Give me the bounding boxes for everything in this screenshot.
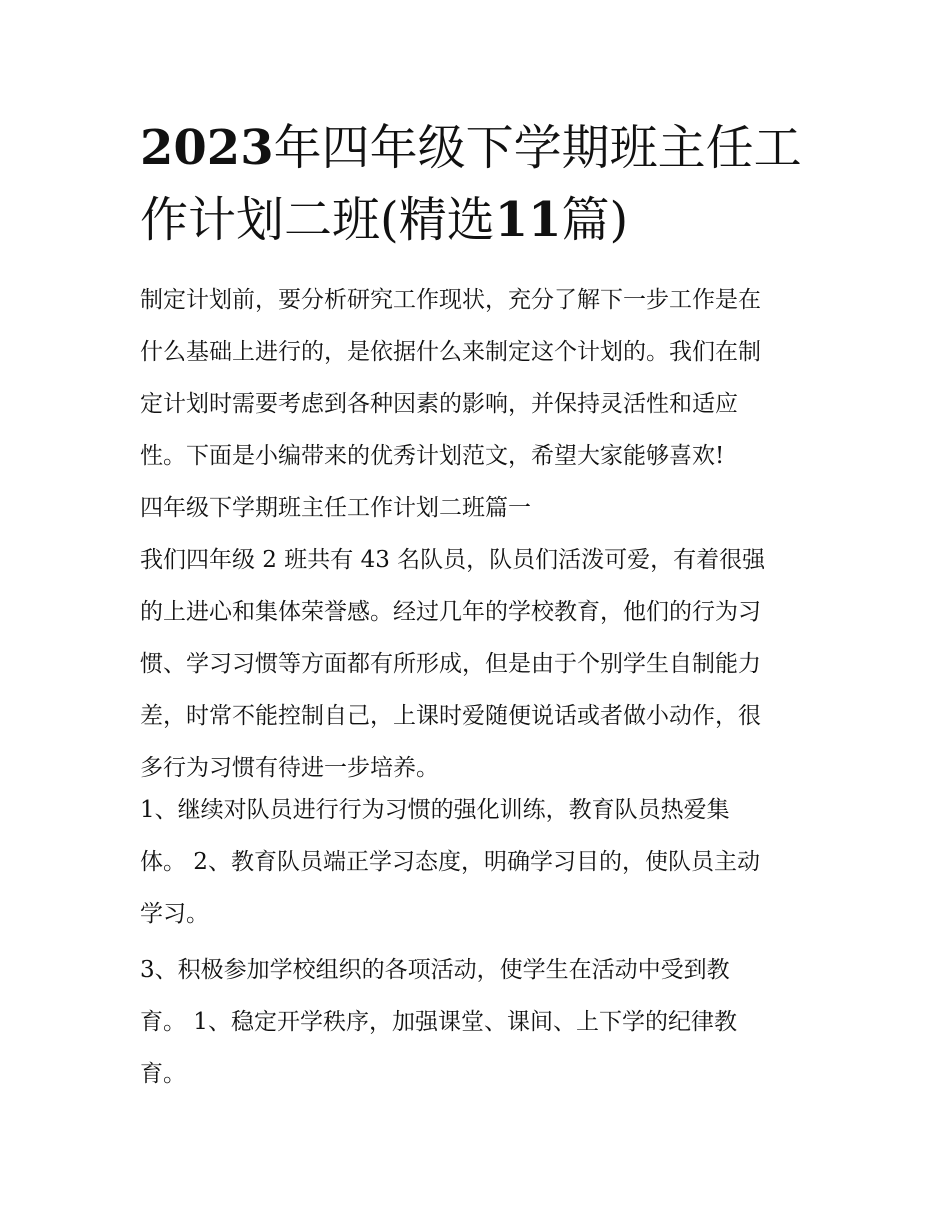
paragraph-line: 的上进心和集体荣誉感。经过几年的学校教育，他们的行为习	[140, 599, 761, 625]
list-item-line: 育。 1、稳定开学秩序，加强课堂、课间、上下学的纪律教	[140, 1009, 737, 1035]
section-heading-text: 四年级下学期班主任工作计划二班篇一	[140, 495, 531, 521]
intro-line: 性。下面是小编带来的优秀计划范文，希望大家能够喜欢!	[140, 443, 725, 469]
paragraph-line: 差，时常不能控制自己，上课时爱随便说话或者做小动作，很	[140, 703, 761, 729]
title-count: 11	[494, 192, 562, 248]
list-item-line: 1、继续对队员进行行为习惯的强化训练，教育队员热爱集	[140, 797, 730, 823]
title-line-2	[140, 184, 820, 256]
section-heading	[140, 482, 830, 534]
paragraph-line: 惯、学习习惯等方面都有所形成，但是由于个别学生自制能力	[140, 651, 761, 677]
list-item-behavior-training	[140, 784, 830, 940]
list-item-school-activities	[140, 944, 830, 1100]
paragraph-line: 我们四年级 2 班共有 43 名队员，队员们活泼可爱，有着很强	[140, 547, 766, 573]
list-item-line: 体。 2、教育队员端正学习态度，明确学习目的，使队员主动	[140, 849, 760, 875]
list-item-line: 3、积极参加学校组织的各项活动，使学生在活动中受到教	[140, 957, 730, 983]
list-item-line: 学习。	[140, 901, 209, 927]
title-line-2-text-a: 作计划二班(精选	[140, 192, 495, 248]
title-line-2-text-b: 篇)	[561, 192, 629, 248]
title-line-1	[140, 112, 820, 184]
title-year: 2023	[140, 120, 274, 176]
document-title	[140, 112, 820, 256]
paragraph-line: 多行为习惯有待进一步培养。	[140, 755, 439, 781]
intro-line: 什么基础上进行的，是依据什么来制定这个计划的。我们在制	[140, 339, 761, 365]
list-item-line: 育。	[140, 1061, 186, 1087]
class-description-paragraph	[140, 534, 830, 794]
intro-line: 定计划时需要考虑到各种因素的影响，并保持灵活性和适应	[140, 391, 738, 417]
intro-line: 制定计划前，要分析研究工作现状，充分了解下一步工作是在	[140, 287, 761, 313]
intro-paragraph	[140, 274, 830, 482]
title-line-1-text: 年四年级下学期班主任工	[273, 120, 802, 176]
